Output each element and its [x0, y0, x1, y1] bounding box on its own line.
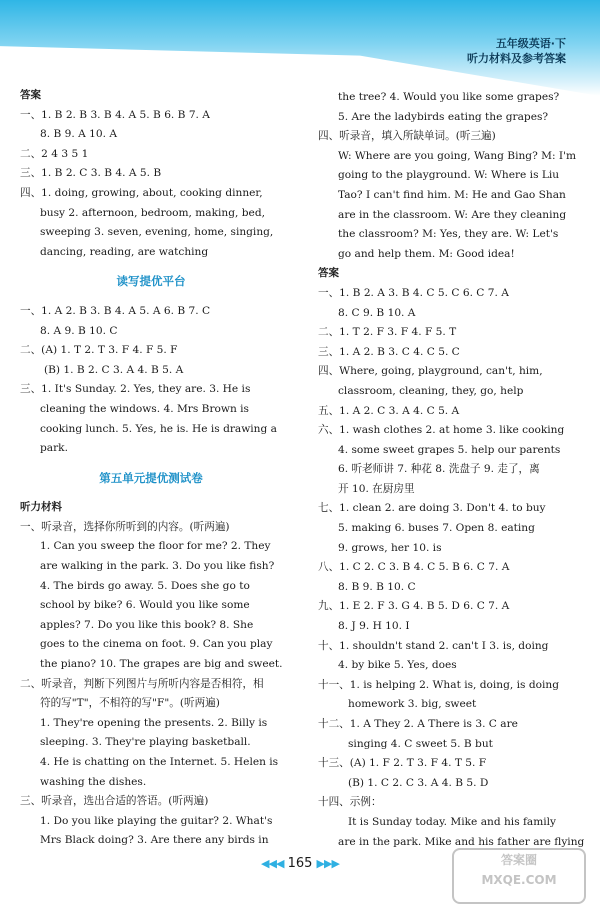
text-line: 一、1. B 2. B 3. B 4. A 5. B 6. B 7. A [20, 108, 210, 121]
text-line: 一、听录音，选择你所听到的内容。(听两遍) [20, 520, 230, 533]
section-heading: 读写提优平台 [116, 274, 186, 289]
left-column [20, 86, 282, 851]
text-line: 8. J 9. H 10. I [338, 620, 410, 633]
text-line: 4. some sweet grapes 5. help our parents [338, 443, 561, 456]
text-line: 二、2 4 3 5 1 [20, 147, 89, 160]
text-line: 八、1. C 2. C 3. B 4. C 5. B 6. C 7. A [318, 561, 510, 574]
text-line: 十四、示例： [318, 796, 382, 809]
text-line: 二、听录音，判断下列图片与所听内容是否相符，相 [20, 677, 264, 690]
text-line: washing the dishes. [40, 775, 147, 788]
watermark-text-1: 答案圈 [500, 853, 537, 867]
text-line: classroom, cleaning, they, go, help [338, 384, 524, 397]
text-line: the piano? 10. The grapes are big and sweet. [40, 658, 283, 671]
text-line: are in the park. Mike and his father are flying [338, 835, 585, 848]
text-line: 五、1. A 2. C 3. A 4. C 5. A [318, 404, 460, 417]
text-line: cleaning the windows. 4. Mrs Brown is [40, 402, 249, 415]
text-line: Tao? I can't find him. M: He and Gao Shan [338, 188, 566, 201]
text-line: 4. The birds go away. 5. Does she go to [40, 579, 250, 592]
prev-arrows-icon: ◀◀◀ [261, 857, 284, 870]
text-line: sweeping 3. seven, evening, home, singing, [40, 226, 274, 239]
text-line: busy 2. afternoon, bedroom, making, bed, [40, 206, 265, 219]
header-section-label: 听力材料及参考答案 [467, 52, 566, 65]
text-line: apples? 7. Do you like this book? 8. She [40, 618, 254, 631]
text-line: Mrs Black doing? 3. Are there any birds in [40, 834, 269, 847]
text-line: 8. C 9. B 10. A [338, 306, 416, 319]
text-line: 6. 听老师讲 7. 种花 8. 洗盘子 9. 走了，离 [338, 463, 540, 476]
text-line: 三、听录音，选出合适的答语。(听两遍) [20, 795, 209, 808]
text-line: 5. making 6. buses 7. Open 8. eating [338, 522, 535, 535]
text-line: singing 4. C sweet 5. B but [348, 737, 493, 750]
watermark-text-2: MXQE.COM [481, 873, 557, 887]
text-line: 七、1. clean 2. are doing 3. Don't 4. to buy [318, 502, 546, 515]
text-line: are in the classroom. W: Are they cleaning [338, 208, 567, 221]
subsection-label: 听力材料 [20, 501, 62, 514]
page-number: 165 [287, 856, 313, 871]
text-line: 一、1. A 2. B 3. B 4. A 5. A 6. B 7. C [20, 304, 211, 317]
watermark-logo [452, 848, 586, 904]
text-line: go and help them. M: Good idea! [338, 247, 515, 260]
text-line: 1. They're opening the presents. 2. Billy is [40, 716, 268, 729]
text-line: homework 3. big, sweet [348, 698, 477, 711]
text-line: 8. B 9. B 10. C [338, 580, 416, 593]
text-line: 1. Can you sweep the floor for me? 2. They [40, 540, 271, 553]
header-grade-label: 五年级英语·下 [495, 37, 566, 50]
text-line: 三、1. A 2. B 3. C 4. C 5. C [318, 345, 460, 358]
text-line: 8. B 9. A 10. A [40, 128, 117, 141]
text-line: 十三、(A) 1. F 2. T 3. F 4. T 5. F [318, 757, 487, 770]
text-line: 开 10. 在厨房里 [338, 482, 415, 495]
text-line: are walking in the park. 3. Do you like fish? [40, 560, 275, 573]
text-line: park. [40, 442, 68, 455]
text-line: 九、1. E 2. F 3. G 4. B 5. D 6. C 7. A [318, 600, 510, 613]
text-line: 8. A 9. B 10. C [40, 324, 118, 337]
text-line: 一、1. B 2. A 3. B 4. C 5. C 6. C 7. A [318, 286, 509, 299]
text-line: 十、1. shouldn't stand 2. can't I 3. is, doing [318, 639, 549, 652]
text-line: sleeping. 3. They're playing basketball. [40, 736, 251, 749]
text-line: 二、1. T 2. F 3. F 4. F 5. T [318, 326, 457, 339]
text-line: (B) 1. B 2. C 3. A 4. B 5. A [44, 363, 184, 376]
text-line: goes to the cinema on foot. 9. Can you play [40, 638, 273, 651]
text-line: 四、听录音，填入所缺单词。(听三遍) [318, 130, 496, 143]
text-line: the classroom? M: Yes, they are. W: Let's [338, 228, 559, 241]
text-line: cooking lunch. 5. Yes, he is. He is drawing a [40, 422, 277, 435]
text-line: 四、1. doing, growing, about, cooking dinner, [20, 186, 263, 199]
text-line: 十二、1. A They 2. A There is 3. C are [318, 718, 518, 730]
next-arrows-icon: ▶▶▶ [316, 857, 339, 870]
subsection-label: 答案 [20, 89, 41, 101]
text-line: school by bike? 6. Would you like some [40, 599, 250, 612]
text-line: 十一、1. is helping 2. What is, doing, is doing [318, 678, 559, 691]
text-line: 4. by bike 5. Yes, does [338, 659, 457, 672]
text-line: dancing, reading, are watching [40, 245, 209, 258]
text-line: 二、(A) 1. T 2. T 3. F 4. F 5. F [20, 344, 178, 357]
text-line: W: Where are you going, Wang Bing? M: I'm [338, 149, 577, 162]
text-line: 5. Are the ladybirds eating the grapes? [338, 110, 549, 123]
text-line: 4. He is chatting on the Internet. 5. Helen is [40, 756, 279, 768]
header-title [467, 36, 566, 66]
text-line: 符的写"T"，不相符的写"F"。(听两遍) [40, 697, 220, 710]
subsection-label: 答案 [318, 267, 339, 280]
right-column [318, 88, 585, 852]
text-line: 三、1. It's Sunday. 2. Yes, they are. 3. He is [20, 383, 251, 396]
text-line: 三、1. B 2. C 3. B 4. A 5. B [20, 167, 162, 180]
text-line: (B) 1. C 2. C 3. A 4. B 5. D [348, 776, 489, 789]
text-line: the tree? 4. Would you like some grapes? [338, 91, 560, 103]
text-line: It is Sunday today. Mike and his family [348, 815, 557, 828]
text-line: 9. grows, her 10. is [338, 541, 442, 554]
text-line: 六、1. wash clothes 2. at home 3. like cooking [318, 424, 565, 437]
section-heading: 第五单元提优测试卷 [99, 470, 203, 485]
text-line: 1. Do you like playing the guitar? 2. What's [40, 814, 273, 827]
text-line: going to the playground. W: Where is Liu [338, 169, 560, 182]
text-line: 四、Where, going, playground, can't, him, [318, 365, 543, 378]
